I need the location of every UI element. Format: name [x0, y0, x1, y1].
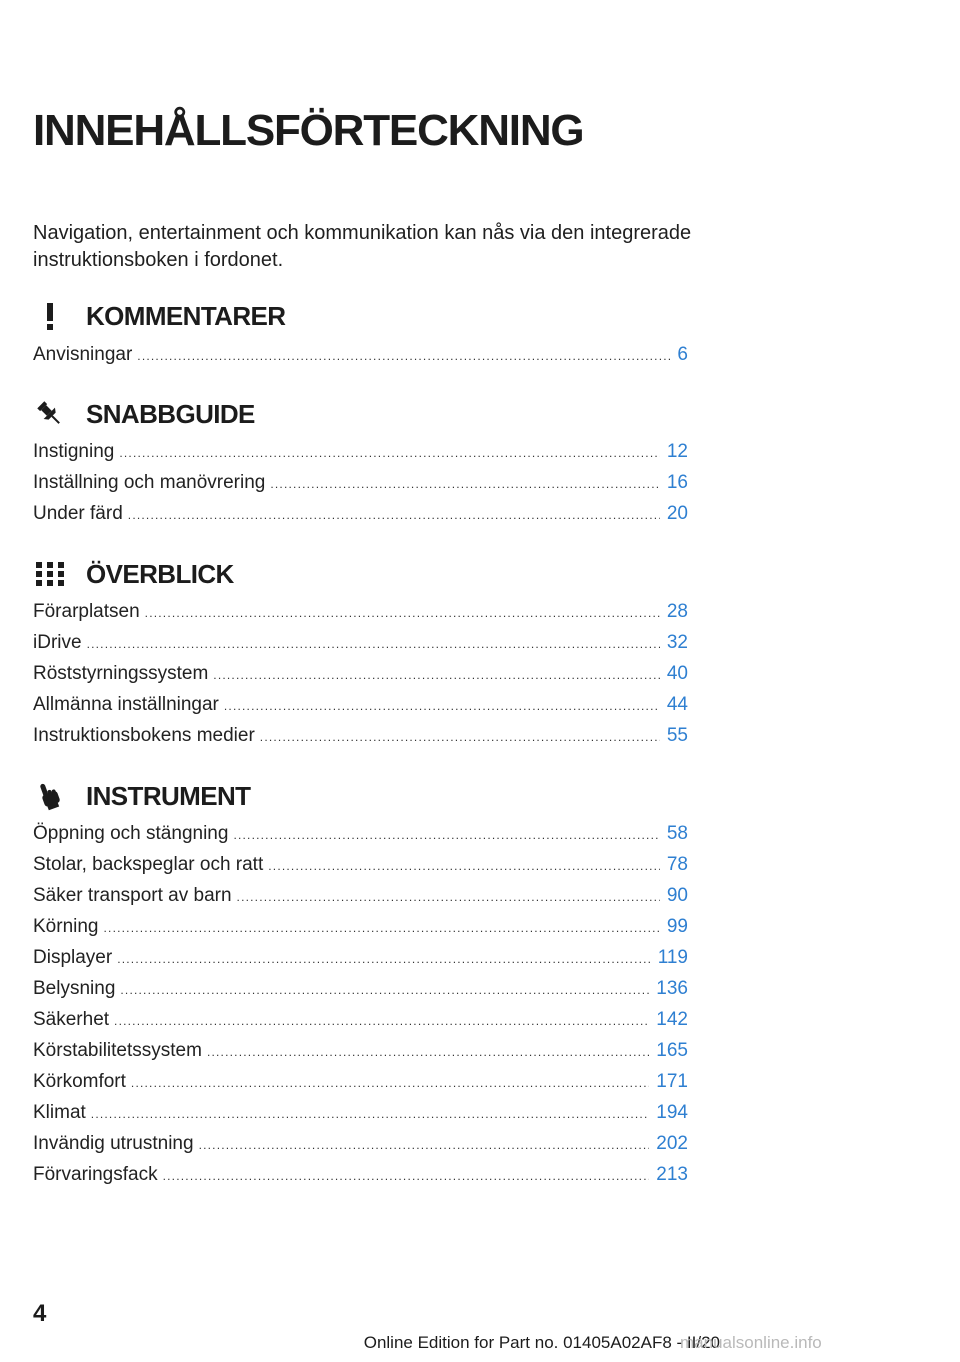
toc-leader-dots: [131, 1068, 649, 1099]
section-kommentarer: [33, 297, 688, 370]
toc-item[interactable]: [33, 1004, 688, 1035]
section-snabbguide: [33, 395, 688, 529]
toc-item-label[interactable]: Under färd: [33, 503, 123, 524]
exclamation-icon: [33, 301, 67, 331]
toc-item-label[interactable]: iDrive: [33, 632, 82, 653]
toc-item-label[interactable]: Belysning: [33, 978, 116, 999]
toc-item[interactable]: [33, 911, 688, 942]
toc-page-link[interactable]: 55: [666, 725, 688, 746]
toc-leader-dots: [119, 438, 660, 469]
section-header: [33, 297, 688, 337]
toc-page-link[interactable]: 32: [666, 632, 688, 653]
toc-item[interactable]: [33, 658, 688, 689]
toc-leader-dots: [137, 341, 670, 372]
grid-icon: [33, 559, 67, 589]
toc-item-label[interactable]: Anvisningar: [33, 344, 133, 365]
toc-item[interactable]: [33, 1035, 688, 1066]
toc-item-label[interactable]: Säkerhet: [33, 1009, 110, 1030]
toc-page-link[interactable]: 99: [666, 916, 688, 937]
toc-leader-dots: [145, 598, 660, 629]
toc-item[interactable]: [33, 973, 688, 1004]
section-title: SNABBGUIDE: [86, 399, 255, 429]
footer-watermark: manualsonline.info: [680, 1333, 822, 1352]
toc-page-link[interactable]: 142: [656, 1009, 688, 1030]
toc-item-label[interactable]: Öppning och stängning: [33, 823, 229, 844]
toc-page-link[interactable]: 136: [656, 978, 688, 999]
toc-item[interactable]: [33, 1097, 688, 1128]
toc-leader-dots: [224, 691, 660, 722]
toc-item-label[interactable]: Förarplatsen: [33, 601, 140, 622]
section-overblick: [33, 555, 688, 751]
toc-leader-dots: [87, 629, 660, 660]
toc-leader-dots: [104, 913, 660, 944]
toc-page-link[interactable]: 202: [656, 1133, 688, 1154]
toc-leader-dots: [117, 944, 651, 975]
section-header: [33, 395, 688, 435]
toc-page-link[interactable]: 119: [657, 947, 688, 968]
toc-list: [33, 596, 688, 751]
toc-item[interactable]: [33, 689, 688, 720]
toc-item-label[interactable]: Instruktionsbokens medier: [33, 725, 255, 746]
toc-item-label[interactable]: Stolar, backspeglar och ratt: [33, 854, 264, 875]
toc-page-link[interactable]: 58: [666, 823, 688, 844]
toc-list: [33, 818, 688, 1190]
toc-page-link[interactable]: 78: [666, 854, 688, 875]
toc-item[interactable]: [33, 849, 688, 880]
section-instrument: [33, 777, 688, 1190]
toc-item[interactable]: [33, 1066, 688, 1097]
toc-leader-dots: [163, 1161, 650, 1192]
toc-page-link[interactable]: 194: [656, 1102, 688, 1123]
toc-item[interactable]: [33, 1159, 688, 1190]
toc-item[interactable]: [33, 880, 688, 911]
toc-item[interactable]: [33, 720, 688, 751]
section-header: [33, 777, 688, 817]
toc-page-link[interactable]: 6: [677, 344, 688, 365]
toc-list: [33, 339, 688, 370]
toc-page-link[interactable]: 44: [666, 694, 688, 715]
toc-page-link[interactable]: 40: [666, 663, 688, 684]
toc-item-label[interactable]: Röststyrningssystem: [33, 663, 209, 684]
toc-item[interactable]: [33, 942, 688, 973]
toc-item[interactable]: [33, 339, 688, 370]
toc-page-link[interactable]: 12: [666, 441, 688, 462]
section-header: [33, 555, 688, 595]
toc-item[interactable]: [33, 436, 688, 467]
toc-leader-dots: [114, 1006, 649, 1037]
toc-leader-dots: [207, 1037, 649, 1068]
toc-page-link[interactable]: 171: [656, 1071, 688, 1092]
toc-item-label[interactable]: Körstabilitetssystem: [33, 1040, 202, 1061]
toc-item-label[interactable]: Allmänna inställningar: [33, 694, 219, 715]
toc-leader-dots: [128, 500, 660, 531]
toc-leader-dots: [260, 722, 660, 753]
toc-item-label[interactable]: Inställning och manövrering: [33, 472, 266, 493]
toc-leader-dots: [268, 851, 660, 882]
toc-page-link[interactable]: 16: [666, 472, 688, 493]
section-title: INSTRUMENT: [86, 781, 251, 811]
toc-page-link[interactable]: 20: [666, 503, 688, 524]
toc-item-label[interactable]: Körkomfort: [33, 1071, 126, 1092]
toc-item[interactable]: [33, 467, 688, 498]
toc-item-label[interactable]: Säker transport av barn: [33, 885, 232, 906]
hand-pointer-icon: [33, 781, 67, 811]
toc-item-label[interactable]: Displayer: [33, 947, 113, 968]
toc-page-link[interactable]: 28: [666, 601, 688, 622]
page-title: INNEHÅLLSFÖRTECKNING: [33, 106, 584, 155]
toc-leader-dots: [237, 882, 660, 913]
toc-item[interactable]: [33, 818, 688, 849]
toc-item-label[interactable]: Klimat: [33, 1102, 86, 1123]
toc-page-link[interactable]: 213: [656, 1164, 688, 1185]
toc-leader-dots: [91, 1099, 650, 1130]
toc-leader-dots: [120, 975, 649, 1006]
toc-item[interactable]: [33, 1128, 688, 1159]
toc-leader-dots: [213, 660, 660, 691]
section-title: KOMMENTARER: [86, 301, 286, 331]
intro-text: Navigation, entertainment och kommunikation kan nås via den integrerade instruktionsboken i fordonet.: [33, 222, 692, 271]
toc-list: [33, 436, 688, 529]
section-title: ÖVERBLICK: [86, 559, 234, 589]
toc-leader-dots: [233, 820, 659, 851]
page-number: 4: [33, 1300, 47, 1327]
toc-item-label[interactable]: Förvaringsfack: [33, 1164, 158, 1185]
toc-item-label[interactable]: Körning: [33, 916, 99, 937]
toc-leader-dots: [199, 1130, 650, 1161]
toc-page-link[interactable]: 90: [666, 885, 688, 906]
toc-item[interactable]: [33, 627, 688, 658]
toc-item[interactable]: [33, 596, 688, 627]
toc-item-label[interactable]: Invändig utrustning: [33, 1133, 194, 1154]
footer-edition: Online Edition for Part no. 01405A02AF8 - II/20: [363, 1333, 720, 1352]
toc-item-label[interactable]: Instigning: [33, 441, 115, 462]
toc-item[interactable]: [33, 498, 688, 529]
toc-leader-dots: [270, 469, 660, 500]
pushpin-icon: [33, 399, 67, 429]
toc-page-link[interactable]: 165: [656, 1040, 688, 1061]
